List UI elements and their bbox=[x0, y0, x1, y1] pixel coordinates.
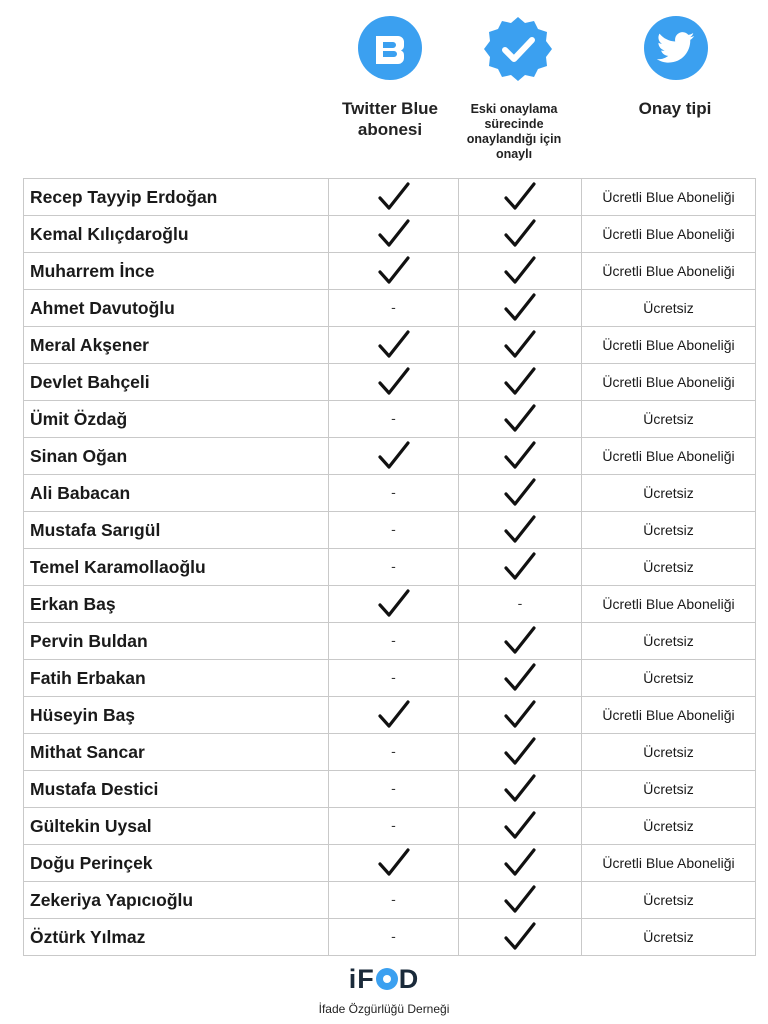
legacy-verified-check-icon bbox=[459, 697, 582, 734]
verification-type: Ücretsiz bbox=[582, 549, 756, 586]
politician-name: Zekeriya Yapıcıoğlu bbox=[24, 882, 329, 919]
politician-name: Ali Babacan bbox=[24, 475, 329, 512]
dash-mark: - bbox=[391, 299, 396, 315]
verification-type: Ücretli Blue Aboneliği bbox=[582, 364, 756, 401]
blue-subscriber-check-icon bbox=[329, 364, 459, 401]
table-row bbox=[24, 771, 756, 808]
blue-subscriber-check-icon bbox=[329, 179, 459, 216]
dash-mark: - bbox=[391, 484, 396, 500]
table-row bbox=[24, 660, 756, 697]
organization-name: İfade Özgürlüğü Derneği bbox=[318, 1002, 450, 1016]
legacy-verified-check-icon bbox=[459, 179, 582, 216]
dash-mark: - bbox=[391, 780, 396, 796]
table-row bbox=[24, 364, 756, 401]
dash-mark: - bbox=[391, 410, 396, 426]
dash-mark: - bbox=[391, 632, 396, 648]
verification-type: Ücretli Blue Aboneliği bbox=[582, 216, 756, 253]
twitter-blue-b-icon bbox=[358, 16, 422, 80]
blue-subscriber-check-icon bbox=[329, 845, 459, 882]
footer bbox=[0, 964, 768, 1016]
politician-name: Erkan Baş bbox=[24, 586, 329, 623]
verification-type: Ücretsiz bbox=[582, 512, 756, 549]
ifod-logo: iF D bbox=[348, 964, 420, 994]
blue-subscriber-check-icon bbox=[329, 697, 459, 734]
blue-subscriber-no-mark bbox=[329, 623, 459, 660]
dash-mark: - bbox=[391, 891, 396, 907]
legacy-verified-check-icon bbox=[459, 253, 582, 290]
legacy-verified-check-icon bbox=[459, 623, 582, 660]
table-row bbox=[24, 697, 756, 734]
politician-name: Öztürk Yılmaz bbox=[24, 919, 329, 956]
politician-name: Mustafa Sarıgül bbox=[24, 512, 329, 549]
legacy-verified-check-icon bbox=[459, 512, 582, 549]
table-row bbox=[24, 734, 756, 771]
legacy-verified-check-icon bbox=[459, 549, 582, 586]
dash-mark: - bbox=[391, 928, 396, 944]
verification-type: Ücretsiz bbox=[582, 623, 756, 660]
table-row bbox=[24, 845, 756, 882]
dash-mark: - bbox=[517, 595, 523, 611]
table-row bbox=[24, 475, 756, 512]
icon-row bbox=[0, 14, 768, 84]
legacy-verified-check-icon bbox=[459, 290, 582, 327]
politician-name: Devlet Bahçeli bbox=[24, 364, 329, 401]
blue-subscriber-check-icon bbox=[329, 438, 459, 475]
blue-subscriber-no-mark bbox=[329, 401, 459, 438]
table-row bbox=[24, 586, 756, 623]
verification-type: Ücretsiz bbox=[582, 808, 756, 845]
table-row bbox=[24, 216, 756, 253]
legacy-verified-check-icon bbox=[459, 475, 582, 512]
table-row bbox=[24, 327, 756, 364]
politician-name: Mustafa Destici bbox=[24, 771, 329, 808]
verification-type: Ücretli Blue Aboneliği bbox=[582, 179, 756, 216]
speech-bubble-icon bbox=[376, 968, 398, 990]
politician-name: Doğu Perinçek bbox=[24, 845, 329, 882]
table-row bbox=[24, 290, 756, 327]
blue-subscriber-no-mark bbox=[329, 475, 459, 512]
table-row bbox=[24, 919, 756, 956]
blue-subscriber-no-mark bbox=[329, 882, 459, 919]
verification-type: Ücretsiz bbox=[582, 734, 756, 771]
blue-subscriber-no-mark bbox=[329, 290, 459, 327]
politician-name: Muharrem İnce bbox=[24, 253, 329, 290]
verification-type: Ücretsiz bbox=[582, 919, 756, 956]
blue-subscriber-no-mark bbox=[329, 512, 459, 549]
table-row bbox=[24, 882, 756, 919]
verification-type: Ücretli Blue Aboneliği bbox=[582, 438, 756, 475]
table-row bbox=[24, 623, 756, 660]
verification-type: Ücretli Blue Aboneliği bbox=[582, 697, 756, 734]
dash-mark: - bbox=[391, 669, 396, 685]
verification-table bbox=[23, 178, 756, 956]
legacy-verified-no-mark bbox=[459, 586, 582, 623]
verification-type: Ücretsiz bbox=[582, 660, 756, 697]
politician-name: Recep Tayyip Erdoğan bbox=[24, 179, 329, 216]
dash-mark: - bbox=[391, 817, 396, 833]
dash-mark: - bbox=[391, 743, 396, 759]
politician-name: Ümit Özdağ bbox=[24, 401, 329, 438]
verification-type: Ücretli Blue Aboneliği bbox=[582, 253, 756, 290]
legacy-verified-check-icon bbox=[459, 401, 582, 438]
politician-name: Meral Akşener bbox=[24, 327, 329, 364]
blue-subscriber-no-mark bbox=[329, 549, 459, 586]
politician-name: Ahmet Davutoğlu bbox=[24, 290, 329, 327]
table-row bbox=[24, 401, 756, 438]
blue-subscriber-check-icon bbox=[329, 586, 459, 623]
blue-subscriber-no-mark bbox=[329, 660, 459, 697]
verification-type: Ücretsiz bbox=[582, 882, 756, 919]
verification-type: Ücretsiz bbox=[582, 401, 756, 438]
verification-type: Ücretli Blue Aboneliği bbox=[582, 327, 756, 364]
header-twitter-blue: Twitter Blue abonesi bbox=[341, 99, 439, 139]
legacy-verified-check-icon bbox=[459, 845, 582, 882]
table-row bbox=[24, 179, 756, 216]
blue-subscriber-check-icon bbox=[329, 216, 459, 253]
header-verification-type: Onay tipi bbox=[638, 99, 712, 118]
politician-name: Hüseyin Baş bbox=[24, 697, 329, 734]
legacy-verified-check-icon bbox=[459, 327, 582, 364]
dash-mark: - bbox=[391, 558, 396, 574]
blue-subscriber-no-mark bbox=[329, 919, 459, 956]
politician-name: Pervin Buldan bbox=[24, 623, 329, 660]
legacy-verified-check-icon bbox=[459, 438, 582, 475]
blue-subscriber-no-mark bbox=[329, 808, 459, 845]
verification-type: Ücretli Blue Aboneliği bbox=[582, 845, 756, 882]
blue-subscriber-check-icon bbox=[329, 327, 459, 364]
legacy-verified-check-icon bbox=[459, 734, 582, 771]
verification-type: Ücretsiz bbox=[582, 771, 756, 808]
politician-name: Fatih Erbakan bbox=[24, 660, 329, 697]
politician-name: Mithat Sancar bbox=[24, 734, 329, 771]
header-row bbox=[0, 98, 768, 170]
legacy-verified-check-icon bbox=[459, 919, 582, 956]
twitter-bird-icon bbox=[644, 16, 708, 80]
table-row bbox=[24, 512, 756, 549]
table-row bbox=[24, 438, 756, 475]
legacy-verified-check-icon bbox=[459, 771, 582, 808]
politician-name: Gültekin Uysal bbox=[24, 808, 329, 845]
verification-type: Ücretli Blue Aboneliği bbox=[582, 586, 756, 623]
politician-name: Sinan Oğan bbox=[24, 438, 329, 475]
blue-subscriber-no-mark bbox=[329, 734, 459, 771]
legacy-verified-check-icon bbox=[459, 216, 582, 253]
legacy-verified-check-icon bbox=[459, 660, 582, 697]
header-legacy-verified: Eski onaylama sürecinde onaylandığı için onaylı bbox=[466, 102, 562, 161]
verification-type: Ücretsiz bbox=[582, 290, 756, 327]
legacy-verified-check-icon bbox=[459, 882, 582, 919]
table-row bbox=[24, 549, 756, 586]
table-row bbox=[24, 808, 756, 845]
table-row bbox=[24, 253, 756, 290]
dash-mark: - bbox=[391, 521, 396, 537]
legacy-verified-check-icon bbox=[459, 364, 582, 401]
blue-subscriber-no-mark bbox=[329, 771, 459, 808]
verification-type: Ücretsiz bbox=[582, 475, 756, 512]
legacy-verified-check-icon bbox=[459, 808, 582, 845]
blue-subscriber-check-icon bbox=[329, 253, 459, 290]
politician-name: Kemal Kılıçdaroğlu bbox=[24, 216, 329, 253]
politician-name: Temel Karamollaoğlu bbox=[24, 549, 329, 586]
verified-badge-icon bbox=[483, 14, 553, 84]
